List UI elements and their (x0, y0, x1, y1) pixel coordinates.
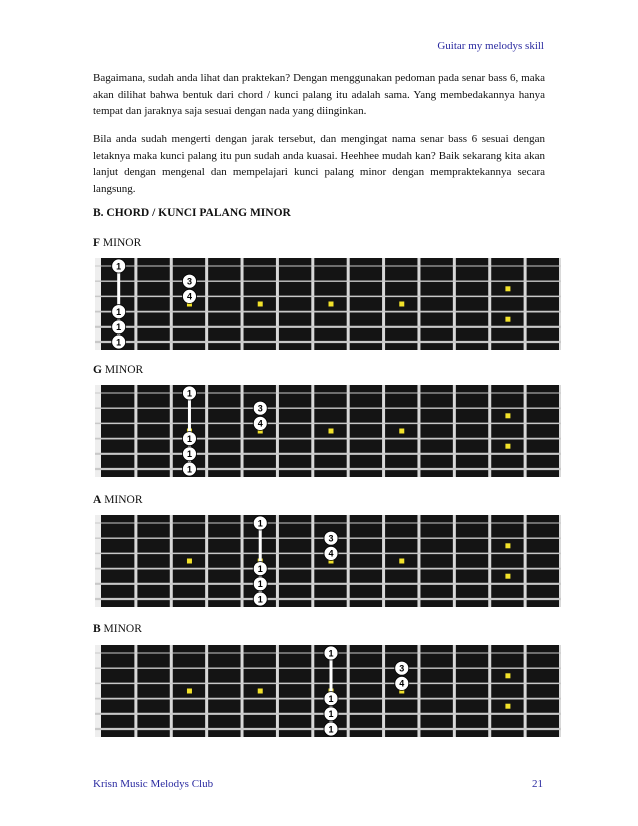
fret-wire (241, 258, 244, 350)
finger-number: 1 (257, 518, 263, 529)
nut (95, 258, 101, 350)
fret-wire (417, 515, 420, 607)
finger-position (182, 386, 196, 400)
finger-position (112, 305, 126, 319)
fret-inlay-marker (505, 317, 510, 322)
fret-inlay-marker (505, 673, 510, 678)
running-header: Guitar my melodys skill (437, 40, 544, 52)
paragraph-1: Bagaimana, sudah anda lihat dan praktekan? Dengan menggunakan pedoman pada senar bass 6, maka akan dilihat bahwa bentuk dari chord / kunci palang itu adalah sama. Yang membedakannya hanya tempat dan jaraknya saja sesuai dengan nada yang diinginkan. (93, 72, 545, 117)
chord-letter: G (93, 364, 102, 376)
fret-wire (453, 515, 456, 607)
fret-wire (417, 645, 420, 737)
finger-number: 4 (186, 291, 192, 302)
finger-number: 1 (328, 648, 334, 659)
fretboard-f-minor (95, 258, 561, 350)
fret-wire (347, 515, 350, 607)
finger-position (112, 259, 126, 273)
finger-number: 1 (186, 464, 192, 475)
fret-wire (276, 385, 279, 477)
finger-position (324, 692, 338, 706)
fret-wire (134, 645, 137, 737)
chord-suffix: MINOR (100, 623, 142, 635)
fret-wire (524, 258, 527, 350)
fret-wire (347, 258, 350, 350)
fret-wire (311, 258, 314, 350)
fret-wire (205, 515, 208, 607)
finger-number: 1 (186, 388, 192, 399)
fret-wire (559, 515, 561, 607)
fret-wire (347, 385, 350, 477)
fret-wire (241, 385, 244, 477)
finger-number: 1 (328, 709, 334, 720)
fret-wire (134, 515, 137, 607)
finger-position (182, 432, 196, 446)
chord-suffix: MINOR (101, 364, 144, 376)
fret-wire (276, 645, 279, 737)
finger-number: 3 (328, 533, 334, 544)
fret-inlay-marker (505, 413, 510, 418)
fret-wire (453, 645, 456, 737)
fret-wire (559, 258, 561, 350)
finger-number: 4 (328, 548, 334, 559)
fret-wire (205, 645, 208, 737)
finger-number: 1 (328, 693, 334, 704)
nut (95, 645, 101, 737)
fret-inlay-marker (187, 559, 192, 564)
fret-wire (205, 385, 208, 477)
chord-label-g-minor (93, 364, 143, 376)
fret-wire (488, 645, 491, 737)
finger-number: 3 (399, 663, 405, 674)
finger-position (253, 516, 267, 530)
finger-number: 3 (257, 403, 263, 414)
fret-wire (382, 385, 385, 477)
fret-wire (382, 515, 385, 607)
fretboard-b-minor (95, 645, 561, 737)
finger-position (253, 401, 267, 415)
fret-inlay-marker (329, 302, 334, 307)
chord-letter: F (93, 237, 101, 249)
finger-position (182, 274, 196, 288)
chord-letter: B (93, 623, 101, 635)
fret-inlay-marker (505, 444, 510, 449)
fret-wire (311, 645, 314, 737)
fret-inlay-marker (505, 704, 510, 709)
fret-wire (453, 258, 456, 350)
finger-number: 1 (186, 449, 192, 460)
fret-wire (347, 645, 350, 737)
nut (95, 385, 101, 477)
chord-label-b-minor (93, 623, 142, 635)
fret-inlay-marker (258, 302, 263, 307)
fret-wire (134, 258, 137, 350)
fret-wire (170, 645, 173, 737)
finger-position (182, 289, 196, 303)
fret-wire (276, 258, 279, 350)
paragraph-2: Bila anda sudah mengerti dengan jarak tersebut, dan mengingat nama senar bass 6 sesuai dengan letaknya maka kunci palang itu pun sudah anda kuasai. Heehhee mudah kan? Baik sekarang kita akan lanjut dengan mengenal dan mempelajari kunci palang minor dengan mempraktekannya secara langsung. (93, 133, 545, 195)
finger-number: 1 (116, 322, 122, 333)
chord-label-f-minor (93, 237, 141, 249)
fret-wire (488, 385, 491, 477)
finger-position (112, 335, 126, 349)
finger-position (253, 577, 267, 591)
fret-wire (241, 645, 244, 737)
fret-inlay-marker (187, 689, 192, 694)
section-title: B. CHORD / KUNCI PALANG MINOR (93, 207, 291, 219)
fret-wire (170, 385, 173, 477)
fret-wire (524, 385, 527, 477)
fret-inlay-marker (505, 574, 510, 579)
finger-position (253, 592, 267, 606)
finger-position (112, 320, 126, 334)
finger-number: 4 (257, 418, 263, 429)
finger-position (324, 646, 338, 660)
fret-wire (417, 258, 420, 350)
fret-wire (134, 385, 137, 477)
finger-number: 1 (328, 724, 334, 735)
finger-position (324, 546, 338, 560)
fret-wire (382, 258, 385, 350)
fret-wire (382, 645, 385, 737)
fret-inlay-marker (399, 559, 404, 564)
fret-wire (559, 385, 561, 477)
fret-inlay-marker (399, 302, 404, 307)
footer-club-name: Krisn Music Melodys Club (93, 778, 214, 790)
fret-inlay-marker (505, 543, 510, 548)
fret-wire (170, 258, 173, 350)
fret-inlay-marker (329, 429, 334, 434)
fret-wire (524, 515, 527, 607)
finger-number: 3 (186, 276, 192, 287)
page-number: 21 (532, 778, 543, 790)
finger-number: 4 (399, 678, 405, 689)
fret-wire (276, 515, 279, 607)
finger-number: 1 (257, 563, 263, 574)
fret-wire (488, 258, 491, 350)
finger-position (182, 447, 196, 461)
chord-suffix: MINOR (101, 494, 143, 506)
fret-wire (311, 385, 314, 477)
finger-number: 1 (116, 337, 122, 348)
finger-position (253, 562, 267, 576)
finger-position (395, 676, 409, 690)
fret-inlay-marker (258, 689, 263, 694)
fret-wire (311, 515, 314, 607)
chord-label-a-minor (93, 494, 143, 506)
fret-wire (241, 515, 244, 607)
finger-number: 1 (116, 261, 122, 272)
fret-wire (417, 385, 420, 477)
fret-inlay-marker (399, 429, 404, 434)
finger-number: 1 (116, 306, 122, 317)
fret-wire (524, 645, 527, 737)
fretboard-a-minor (95, 515, 561, 607)
chord-suffix: MINOR (100, 237, 142, 249)
finger-number: 1 (186, 433, 192, 444)
finger-position (182, 462, 196, 476)
finger-position (395, 661, 409, 675)
fretboard-g-minor (95, 385, 561, 477)
finger-position (253, 416, 267, 430)
fret-wire (453, 385, 456, 477)
chord-letter: A (93, 494, 102, 506)
finger-position (324, 531, 338, 545)
finger-position (324, 707, 338, 721)
finger-number: 1 (257, 594, 263, 605)
finger-number: 1 (257, 579, 263, 590)
nut (95, 515, 101, 607)
fret-wire (559, 645, 561, 737)
fret-inlay-marker (505, 286, 510, 291)
finger-position (324, 722, 338, 736)
fret-wire (488, 515, 491, 607)
fret-wire (205, 258, 208, 350)
fret-wire (170, 515, 173, 607)
